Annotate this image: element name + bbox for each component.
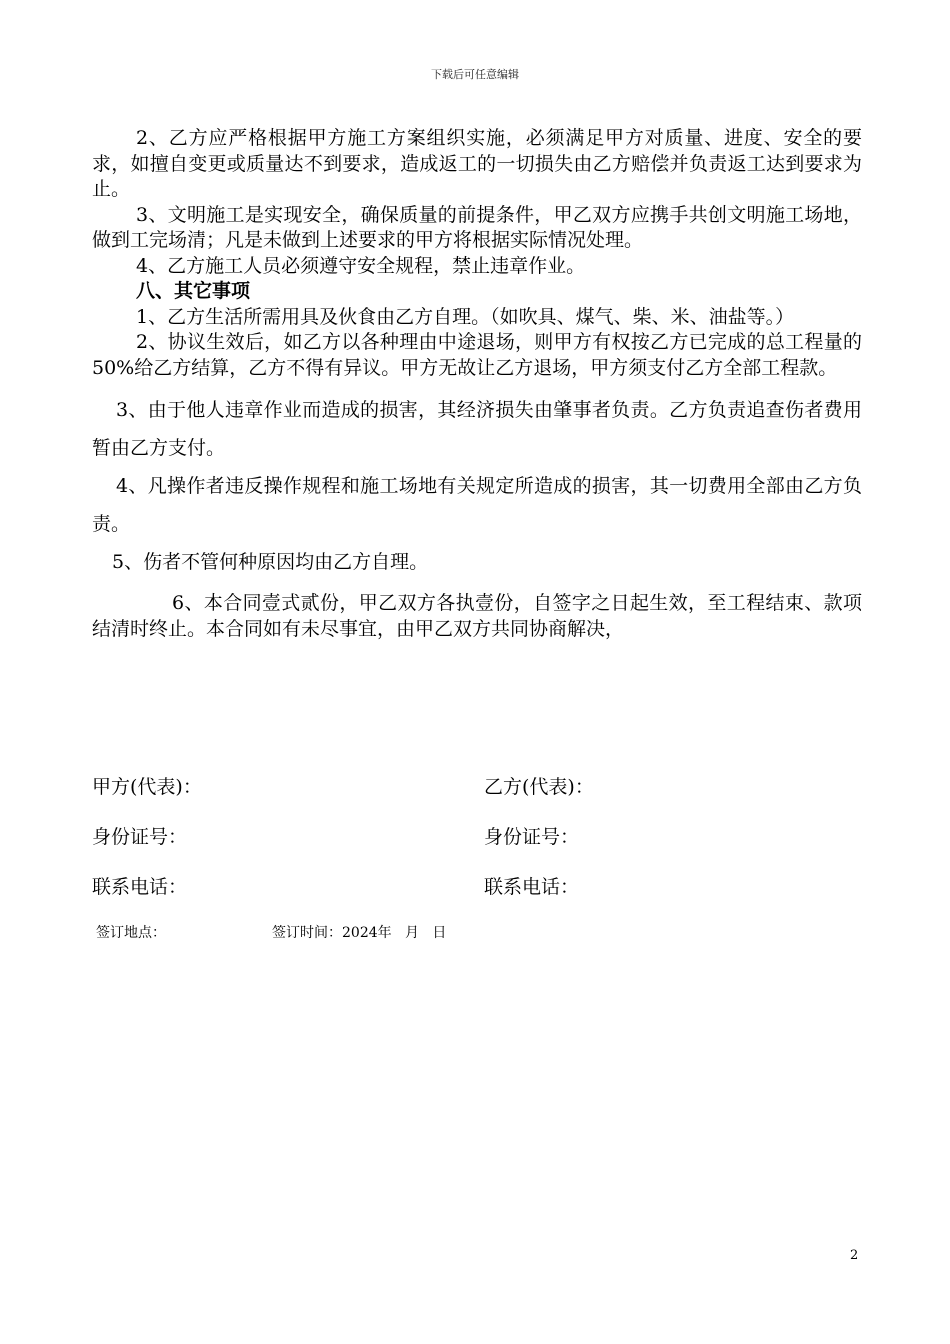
- section-item-6: 6、本合同壹式贰份，甲乙双方各执壹份，自签字之日起生效，至工程结束、款项结清时终止。本合同如有未尽事宜，由甲乙双方共同协商解决，: [92, 592, 862, 640]
- paragraph-2: 2、乙方应严格根据甲方施工方案组织实施，必须满足甲方对质量、进度、安全的要求，如擅自变更或质量达不到要求，造成返工的一切损失由乙方赔偿并负责返工达到要求为止。: [92, 127, 862, 200]
- section-item-3: 3、由于他人违章作业而造成的损害，其经济损失由肇事者负责。乙方负责追查伤者费用暂由乙方支付。: [92, 399, 862, 459]
- section-item-5: 5、伤者不管何种原因均由乙方自理。: [112, 551, 429, 573]
- section-item-1: 1、乙方生活所需用具及伙食由乙方自理。（如吹具、煤气、柴、米、油盐等。）: [136, 305, 795, 328]
- phone-b-label: 联系电话：: [484, 876, 580, 898]
- section-heading: 八、其它事项: [136, 280, 251, 302]
- id-b-label: 身份证号：: [484, 826, 580, 848]
- party-a-label: 甲方(代表)：: [92, 776, 202, 798]
- section-item-4: 4、凡操作者违反操作规程和施工场地有关规定所造成的损害，其一切费用全部由乙方负责。: [92, 475, 862, 535]
- page-number: 2: [850, 1248, 859, 1263]
- party-b-label: 乙方(代表)：: [484, 776, 594, 798]
- sign-place-label: 签订地点：: [96, 925, 166, 941]
- phone-a-label: 联系电话：: [92, 876, 188, 898]
- id-a-label: 身份证号：: [92, 826, 188, 848]
- paragraph-3: 3、文明施工是实现安全，确保质量的前提条件，甲乙双方应携手共创文明施工场地，做到工完场清；凡是未做到上述要求的甲方将根据实际情况处理。: [92, 203, 862, 251]
- page-header: 下载后可任意编辑: [431, 68, 519, 81]
- section-item-2: 2、协议生效后，如乙方以各种理由中途退场，则甲方有权按乙方已完成的总工程量的50%给乙方结算，乙方不得有异议。甲方无故让乙方退场，甲方须支付乙方全部工程款。: [92, 331, 862, 379]
- document-body: [92, 126, 862, 642]
- sign-time-label: 签订时间：2024年 月 日: [272, 925, 447, 941]
- paragraph-4: 4、乙方施工人员必须遵守安全规程，禁止违章作业。: [136, 254, 586, 277]
